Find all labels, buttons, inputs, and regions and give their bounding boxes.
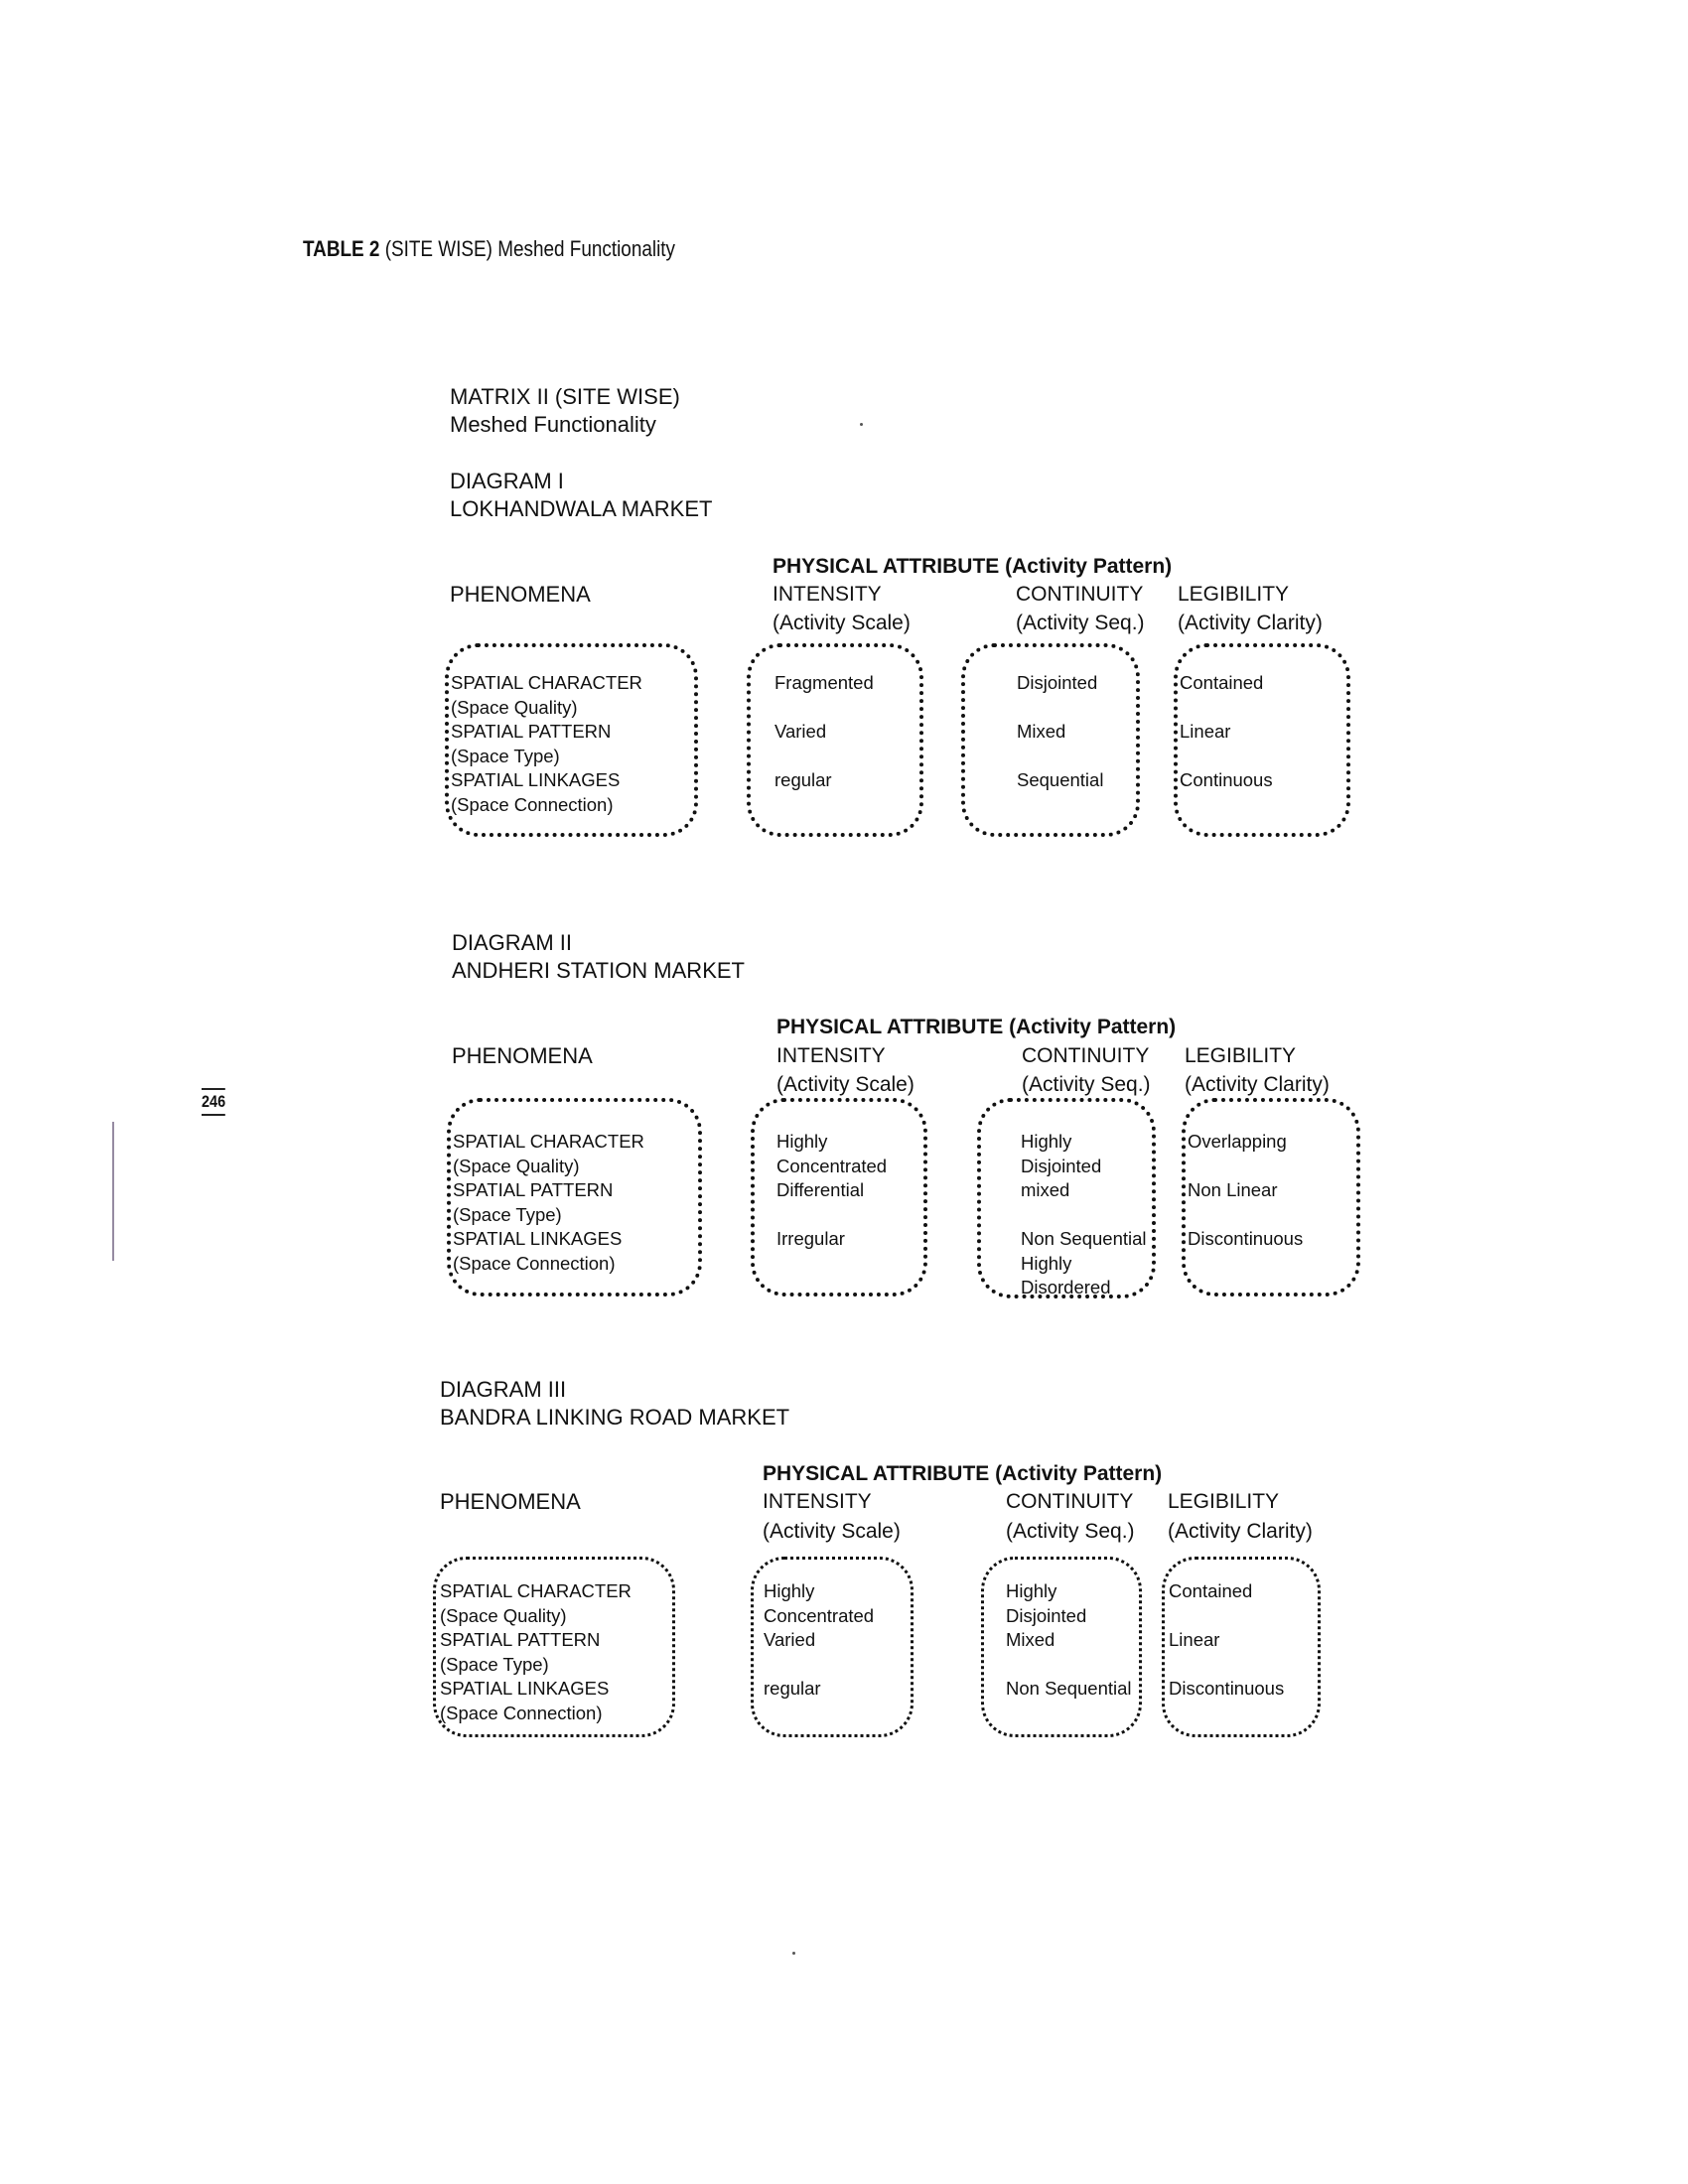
phenomena-item-list bbox=[451, 671, 642, 817]
continuity-value: Highly bbox=[1006, 1580, 1057, 1601]
legibility-value bbox=[1188, 1155, 1303, 1179]
intensity-value-list bbox=[764, 1579, 874, 1702]
legibility-value: Discontinuous bbox=[1169, 1678, 1285, 1699]
physical-attribute-sub: (Activity Pattern) bbox=[999, 555, 1173, 578]
col-intensity-subtitle: (Activity Scale) bbox=[776, 1073, 914, 1096]
col-intensity-title: INTENSITY bbox=[776, 1044, 886, 1067]
legibility-value bbox=[1180, 745, 1273, 769]
phenomena-heading: PHENOMENA bbox=[452, 1043, 593, 1068]
phenomena-item: (Space Connection) bbox=[453, 1252, 616, 1274]
legibility-value: Linear bbox=[1169, 1629, 1220, 1650]
col-legibility-title: LEGIBILITY bbox=[1185, 1044, 1297, 1067]
continuity-value bbox=[1017, 745, 1103, 769]
scan-speck bbox=[792, 1952, 795, 1955]
page-number: 246 bbox=[202, 1088, 225, 1116]
intensity-value bbox=[764, 1653, 874, 1678]
col-legibility-subtitle: (Activity Clarity) bbox=[1178, 612, 1323, 634]
intensity-value: regular bbox=[774, 769, 832, 790]
phenomena-item: SPATIAL CHARACTER bbox=[451, 672, 642, 693]
col-legibility-subtitle: (Activity Clarity) bbox=[1185, 1073, 1330, 1096]
intensity-value: Highly bbox=[776, 1131, 828, 1152]
phenomena-item: SPATIAL PATTERN bbox=[440, 1629, 601, 1650]
table-caption bbox=[303, 236, 675, 262]
diagram-label: DIAGRAM III bbox=[440, 1377, 567, 1402]
physical-attribute-sub: (Activity Pattern) bbox=[1003, 1016, 1177, 1038]
legibility-value: Continuous bbox=[1180, 769, 1273, 790]
continuity-value: Disjointed bbox=[1021, 1155, 1102, 1176]
table-caption-label: TABLE 2 bbox=[303, 236, 380, 261]
phenomena-box bbox=[433, 1557, 675, 1737]
legibility-value-list bbox=[1169, 1579, 1284, 1702]
col-continuity-title: CONTINUITY bbox=[1006, 1490, 1134, 1513]
col-continuity-subtitle: (Activity Seq.) bbox=[1006, 1520, 1135, 1543]
continuity-value: Disjointed bbox=[1006, 1604, 1087, 1626]
margin-line bbox=[112, 1122, 114, 1261]
continuity-value bbox=[1006, 1653, 1132, 1678]
diagram-label: DIAGRAM I bbox=[450, 469, 564, 493]
intensity-value-list bbox=[774, 671, 874, 793]
intensity-value: Differential bbox=[776, 1179, 865, 1200]
phenomena-item: SPATIAL PATTERN bbox=[451, 721, 612, 742]
continuity-box bbox=[981, 1557, 1142, 1737]
diagram-label: DIAGRAM II bbox=[452, 930, 573, 955]
physical-attribute-title: PHYSICAL ATTRIBUTE bbox=[773, 555, 1000, 578]
legibility-value bbox=[1180, 696, 1273, 721]
intensity-value: Concentrated bbox=[764, 1604, 875, 1626]
phenomena-item: SPATIAL CHARACTER bbox=[453, 1131, 644, 1152]
physical-attribute-heading bbox=[763, 1460, 1162, 1488]
intensity-value: Varied bbox=[764, 1629, 816, 1650]
intensity-box bbox=[747, 643, 923, 837]
phenomena-item: (Space Quality) bbox=[440, 1604, 567, 1626]
col-continuity-title: CONTINUITY bbox=[1016, 583, 1144, 606]
col-continuity-subtitle: (Activity Seq.) bbox=[1016, 612, 1145, 634]
intensity-box bbox=[751, 1098, 927, 1297]
intensity-value bbox=[776, 1203, 887, 1228]
continuity-value: Highly bbox=[1021, 1252, 1072, 1274]
col-legibility-title: LEGIBILITY bbox=[1178, 583, 1290, 606]
intensity-value: regular bbox=[764, 1678, 821, 1699]
legibility-value bbox=[1169, 1653, 1284, 1678]
col-intensity-title: INTENSITY bbox=[763, 1490, 872, 1513]
scan-speck bbox=[860, 423, 863, 426]
continuity-value: Mixed bbox=[1006, 1629, 1055, 1650]
phenomena-item: (Space Type) bbox=[451, 745, 560, 766]
intensity-value bbox=[774, 745, 874, 769]
continuity-box bbox=[977, 1098, 1156, 1298]
intensity-box bbox=[751, 1557, 914, 1737]
intensity-value: Concentrated bbox=[776, 1155, 888, 1176]
continuity-value: Non Sequential bbox=[1021, 1228, 1147, 1249]
phenomena-item: SPATIAL PATTERN bbox=[453, 1179, 614, 1200]
legibility-box bbox=[1182, 1098, 1360, 1297]
physical-attribute-heading bbox=[773, 553, 1172, 581]
table-caption-text: (SITE WISE) Meshed Functionality bbox=[379, 236, 676, 261]
continuity-value: Sequential bbox=[1017, 769, 1104, 790]
intensity-value bbox=[774, 696, 874, 721]
intensity-value: Irregular bbox=[776, 1228, 845, 1249]
continuity-value-list bbox=[1006, 1579, 1132, 1702]
physical-attribute-heading bbox=[776, 1014, 1176, 1041]
phenomena-item-list bbox=[440, 1579, 632, 1725]
col-intensity-subtitle: (Activity Scale) bbox=[763, 1520, 901, 1543]
legibility-value bbox=[1188, 1203, 1303, 1228]
phenomena-item-list bbox=[453, 1130, 644, 1276]
phenomena-item: (Space Quality) bbox=[453, 1155, 580, 1176]
legibility-value-list bbox=[1188, 1130, 1303, 1252]
phenomena-item: SPATIAL CHARACTER bbox=[440, 1580, 632, 1601]
market-name: ANDHERI STATION MARKET bbox=[452, 958, 745, 983]
continuity-value: Highly bbox=[1021, 1131, 1072, 1152]
market-name: LOKHANDWALA MARKET bbox=[450, 496, 713, 521]
phenomena-box bbox=[445, 643, 698, 837]
continuity-value bbox=[1017, 696, 1103, 721]
phenomena-heading: PHENOMENA bbox=[450, 582, 591, 607]
matrix-subtitle: Meshed Functionality bbox=[450, 412, 656, 437]
phenomena-item: (Space Quality) bbox=[451, 696, 578, 718]
legibility-value: Discontinuous bbox=[1188, 1228, 1304, 1249]
market-name: BANDRA LINKING ROAD MARKET bbox=[440, 1405, 790, 1430]
continuity-value-list bbox=[1017, 671, 1103, 793]
col-continuity-title: CONTINUITY bbox=[1022, 1044, 1150, 1067]
phenomena-box bbox=[447, 1098, 702, 1297]
legibility-value: Contained bbox=[1169, 1580, 1253, 1601]
phenomena-item: SPATIAL LINKAGES bbox=[453, 1228, 623, 1249]
legibility-value: Contained bbox=[1180, 672, 1264, 693]
phenomena-item: (Space Connection) bbox=[451, 793, 614, 815]
intensity-value-list bbox=[776, 1130, 887, 1252]
continuity-value: mixed bbox=[1021, 1179, 1070, 1200]
continuity-value: Mixed bbox=[1017, 721, 1066, 742]
legibility-value-list bbox=[1180, 671, 1273, 793]
legibility-value: Linear bbox=[1180, 721, 1231, 742]
legibility-value: Non Linear bbox=[1188, 1179, 1278, 1200]
physical-attribute-title: PHYSICAL ATTRIBUTE bbox=[776, 1016, 1004, 1038]
matrix-title: MATRIX II (SITE WISE) bbox=[450, 384, 680, 409]
phenomena-item: (Space Connection) bbox=[440, 1702, 603, 1723]
col-continuity-subtitle: (Activity Seq.) bbox=[1022, 1073, 1151, 1096]
col-legibility-subtitle: (Activity Clarity) bbox=[1168, 1520, 1313, 1543]
legibility-box bbox=[1174, 643, 1350, 837]
continuity-value: Non Sequential bbox=[1006, 1678, 1132, 1699]
continuity-value: Disjointed bbox=[1017, 672, 1098, 693]
physical-attribute-title: PHYSICAL ATTRIBUTE bbox=[763, 1462, 990, 1485]
legibility-box bbox=[1162, 1557, 1321, 1737]
col-intensity-subtitle: (Activity Scale) bbox=[773, 612, 911, 634]
continuity-box bbox=[961, 643, 1140, 837]
intensity-value: Varied bbox=[774, 721, 827, 742]
continuity-value bbox=[1021, 1203, 1147, 1228]
continuity-value-list bbox=[1021, 1130, 1147, 1300]
continuity-value: Disordered bbox=[1021, 1277, 1111, 1297]
phenomena-item: (Space Type) bbox=[440, 1653, 549, 1675]
legibility-value bbox=[1169, 1604, 1284, 1629]
phenomena-item: SPATIAL LINKAGES bbox=[440, 1678, 610, 1699]
legibility-value: Overlapping bbox=[1188, 1131, 1287, 1152]
intensity-value: Highly bbox=[764, 1580, 815, 1601]
phenomena-item: SPATIAL LINKAGES bbox=[451, 769, 621, 790]
phenomena-heading: PHENOMENA bbox=[440, 1489, 581, 1514]
intensity-value: Fragmented bbox=[774, 672, 874, 693]
col-intensity-title: INTENSITY bbox=[773, 583, 882, 606]
col-legibility-title: LEGIBILITY bbox=[1168, 1490, 1280, 1513]
physical-attribute-sub: (Activity Pattern) bbox=[989, 1462, 1163, 1485]
phenomena-item: (Space Type) bbox=[453, 1203, 562, 1225]
